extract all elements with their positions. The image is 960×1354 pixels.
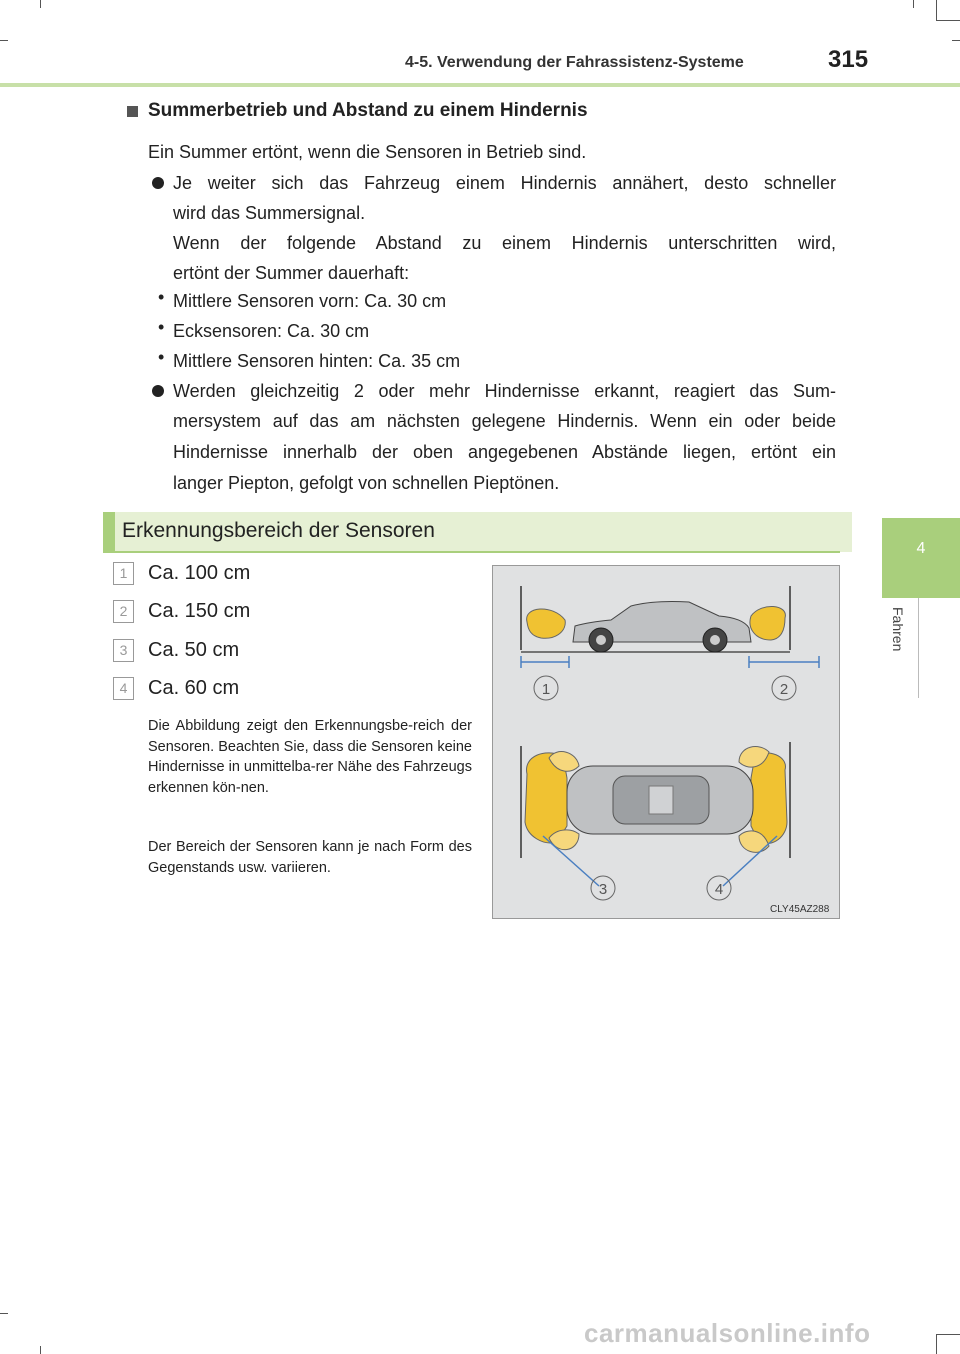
bullet2-line3: Hindernisse innerhalb der oben angegebenen Abstände liegen, ertönt ein: [173, 442, 836, 462]
subitem-1: Mittlere Sensoren vorn: Ca. 30 cm: [173, 291, 447, 311]
item-text: Ca. 150 cm: [148, 600, 251, 622]
crop-mark: [40, 1346, 41, 1354]
chapter-tab: [882, 518, 960, 598]
page-number: 315: [828, 46, 869, 73]
car-hub: [710, 635, 720, 645]
callout-label: 4: [714, 881, 724, 898]
bullet2-line1: Werden gleichzeitig 2 oder mehr Hindernisse erkannt, reagiert das Sum-: [173, 381, 836, 401]
section-header-title: 4-5. Verwendung der Fahrassistenz-Systeme: [405, 54, 744, 71]
section-square-icon: [127, 106, 138, 117]
sensor-range-figure: [492, 565, 840, 919]
buzzer-intro: Ein Summer ertönt, wenn die Sensoren in Betrieb sind.: [148, 142, 587, 162]
callout-label: 3: [598, 881, 608, 898]
bullet1-line1: Je weiter sich das Fahrzeug einem Hindernis annähert, desto schneller: [173, 173, 836, 193]
car-hub: [596, 635, 606, 645]
item-number-badge: 1: [113, 562, 134, 585]
header-rule: [0, 83, 960, 87]
sub-bullet-icon: •: [158, 287, 165, 307]
figure-note-2: Der Bereich der Sensoren kann je nach Form des Gegenstands usw. variieren.: [148, 839, 472, 876]
bullet-dot-icon: [152, 385, 164, 397]
watermark: carmanualsonline.info: [584, 1318, 871, 1348]
front-sensor-zone: [527, 609, 566, 638]
crop-mark: [936, 20, 960, 21]
car-sunroof: [649, 786, 673, 814]
sensor-range-illustration: [493, 566, 839, 918]
chapter-label-wrap: [880, 605, 920, 675]
crop-mark: [936, 1334, 960, 1335]
bullet2-line2: mersystem auf das am nächsten gelegene Hindernis. Wenn ein oder beide: [173, 411, 836, 431]
item-text: Ca. 100 cm: [148, 562, 251, 584]
callout-label: 2: [779, 681, 789, 698]
bullet1-line4: ertönt der Summer dauerhaft:: [173, 263, 410, 283]
bullet-dot-icon: [152, 177, 164, 189]
crop-mark: [913, 0, 914, 8]
subitem-3: Mittlere Sensoren hinten: Ca. 35 cm: [173, 351, 461, 371]
crop-mark: [0, 1313, 8, 1314]
chapter-label: Fahren: [890, 607, 906, 652]
crop-mark: [40, 0, 41, 8]
crop-mark: [936, 1334, 937, 1354]
item-number-badge: 2: [113, 600, 134, 623]
sub-bullet-icon: •: [158, 347, 165, 367]
item-number-badge: 3: [113, 639, 134, 662]
buzzer-section-title: Summerbetrieb und Abstand zu einem Hindernis: [148, 100, 588, 121]
figure-code: CLY45AZ288: [770, 904, 830, 915]
figure-note-1: Die Abbildung zeigt den Erkennungsbe-reich der Sensoren. Beachten Sie, dass die Sensoren keine Hindernisse in unmittelba-rer Nähe des Fahrzeugs erkennen kön-nen.: [148, 718, 472, 796]
callout-label: 1: [541, 681, 551, 698]
crop-mark: [936, 0, 937, 20]
item-number-badge: 4: [113, 677, 134, 700]
crop-mark: [952, 40, 960, 41]
subitem-2: Ecksensoren: Ca. 30 cm: [173, 321, 370, 341]
rear-sensor-zone: [750, 606, 785, 640]
detection-section-title: Erkennungsbereich der Sensoren: [122, 519, 435, 542]
chapter-number: 4: [916, 540, 926, 557]
item-text: Ca. 50 cm: [148, 639, 240, 661]
item-text: Ca. 60 cm: [148, 677, 240, 699]
bullet1-line3: Wenn der folgende Abstand zu einem Hindernis unterschritten wird,: [173, 233, 836, 253]
crop-mark: [0, 40, 8, 41]
bullet2-line4: langer Piepton, gefolgt von schnellen Pieptönen.: [173, 473, 560, 493]
sub-bullet-icon: •: [158, 317, 165, 337]
bullet1-line2: wird das Summersignal.: [173, 203, 366, 223]
detection-header-rule: [103, 551, 840, 553]
